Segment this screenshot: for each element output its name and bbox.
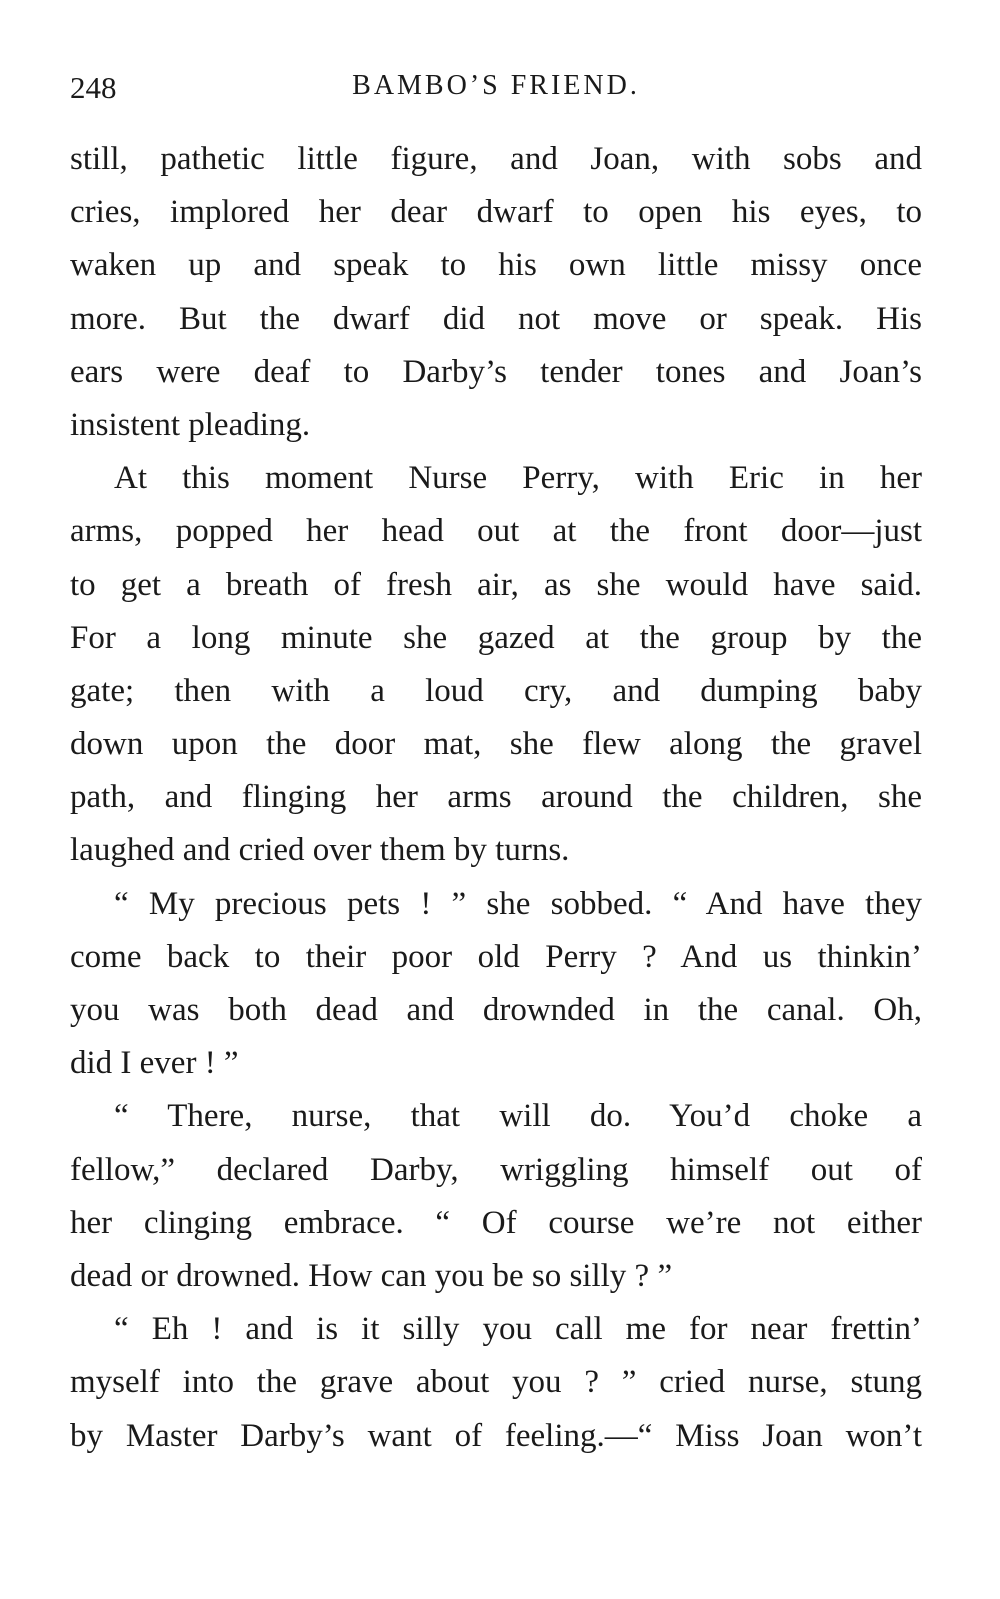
text-line: come back to their poor old Perry ? And us thinkin’ xyxy=(70,938,922,975)
text-line: “ There, nurse, that will do. You’d choke a xyxy=(114,1098,922,1135)
text-line: fellow,” declared Darby, wriggling himself out of xyxy=(70,1151,922,1188)
text-line: down upon the door mat, she flew along the gravel xyxy=(70,726,922,763)
text-line: by Master Darby’s want of feeling.—“ Miss Joan won’t xyxy=(70,1417,922,1454)
text-line: dead or drowned. How can you be so silly ? ” xyxy=(70,1257,673,1294)
text-line: At this moment Nurse Perry, with Eric in her xyxy=(114,460,922,497)
text-line: more. But the dwarf did not move or speak. His xyxy=(70,300,922,337)
page-number: 248 xyxy=(70,70,117,105)
body-text xyxy=(70,133,922,1463)
text-line: path, and flinging her arms around the children, she xyxy=(70,779,922,816)
running-head xyxy=(70,70,922,110)
text-line: gate; then with a loud cry, and dumping baby xyxy=(70,672,922,709)
text-line: ears were deaf to Darby’s tender tones and Joan’s xyxy=(70,353,922,390)
text-line: did I ever ! ” xyxy=(70,1045,239,1082)
text-line: arms, popped her head out at the front door—just xyxy=(70,513,922,550)
text-line: “ My precious pets ! ” she sobbed. “ And have they xyxy=(114,885,922,922)
text-line: her clinging embrace. “ Of course we’re not either xyxy=(70,1204,922,1241)
text-line: waken up and speak to his own little missy once xyxy=(70,247,922,284)
text-line: “ Eh ! and is it silly you call me for near frettin’ xyxy=(114,1311,922,1348)
text-line: cries, implored her dear dwarf to open his eyes, to xyxy=(70,194,922,231)
text-line: you was both dead and drownded in the canal. Oh, xyxy=(70,992,922,1028)
text-line: to get a breath of fresh air, as she would have said. xyxy=(70,566,922,603)
text-line: For a long minute she gazed at the group by the xyxy=(70,619,922,656)
text-line: laughed and cried over them by turns. xyxy=(70,832,570,869)
text-line: insistent pleading. xyxy=(70,406,311,443)
running-title: BAMBO’S FRIEND. xyxy=(352,70,640,101)
text-line: still, pathetic little figure, and Joan, with sobs and xyxy=(70,141,922,177)
text-line: myself into the grave about you ? ” cried nurse, stung xyxy=(70,1364,922,1401)
